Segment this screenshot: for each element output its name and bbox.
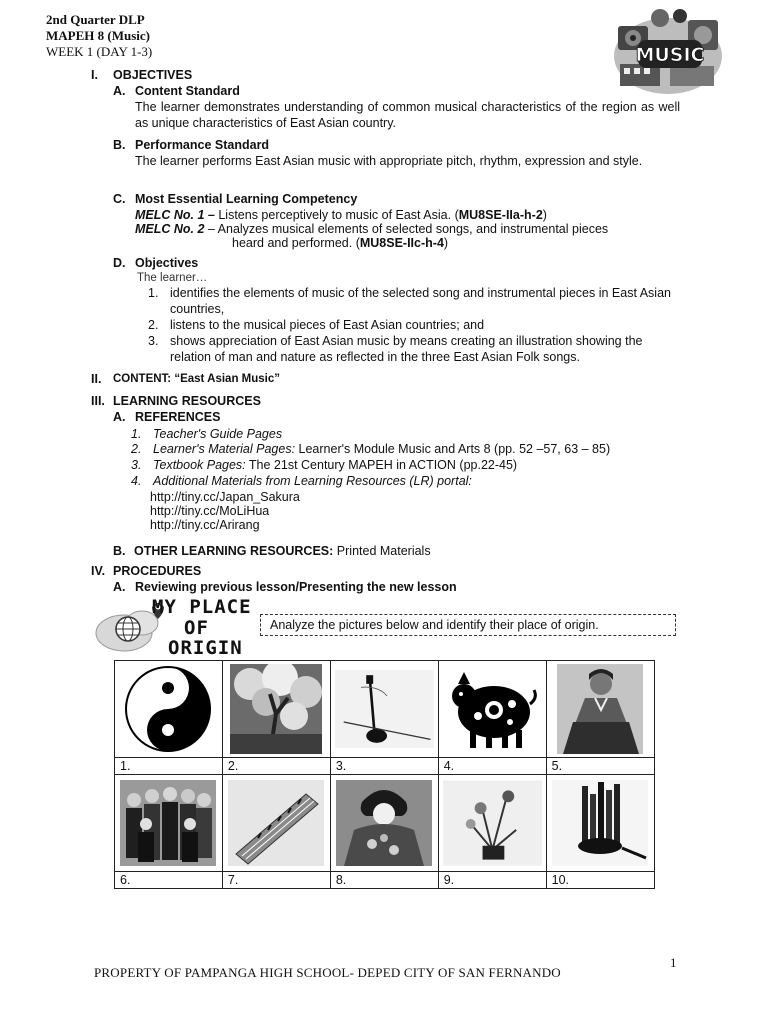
performance-standard-text: The learner performs East Asian music with appropriate pitch, rhythm, expression and style. [135, 154, 643, 168]
picture-cell [546, 775, 654, 872]
answer-cell[interactable]: 10. [546, 872, 654, 889]
activity-title-line1: MY PLACE [152, 596, 252, 618]
reference-label: Learner's Material Pages: [153, 442, 296, 456]
answer-cell[interactable]: 4. [438, 758, 546, 775]
picture-cell [330, 661, 438, 758]
objective-number: 3. [148, 334, 159, 348]
objective-number: 2. [148, 318, 159, 332]
answer-cell[interactable]: 5. [546, 758, 654, 775]
activity-title-line2: OF [184, 617, 209, 639]
section-numeral-iii: III. [91, 394, 105, 408]
performance-standard-letter: B. [113, 138, 126, 152]
section-numeral-iv: IV. [91, 564, 106, 578]
picture-cell [222, 775, 330, 872]
kpop-group-picture [120, 780, 216, 866]
reference-label: Textbook Pages: [153, 458, 246, 472]
melc-2-line2 [232, 235, 448, 251]
my-place-of-origin-banner [94, 597, 254, 659]
objective-number: 1. [148, 286, 159, 300]
references-letter: A. [113, 410, 126, 424]
subject-title: MAPEH 8 (Music) [46, 28, 150, 43]
content-standard-text: The learner demonstrates understanding of common musical characteristics of the region as well as unique characteristics of East Asian country. [135, 100, 680, 130]
reference-value: Learner's Module Music and Arts 8 (pp. 52 –57, 63 – 85) [295, 442, 611, 456]
learner-intro: The learner… [137, 272, 208, 284]
melc-2-text: – Analyzes musical elements of selected songs, and instrumental pieces [204, 222, 609, 236]
content-value: “East Asian Music” [174, 373, 281, 385]
performance-standard-title: Performance Standard [135, 138, 270, 152]
other-resources-letter: B. [113, 544, 126, 558]
answer-cell[interactable]: 2. [222, 758, 330, 775]
objective-item: listens to the musical pieces of East Asian countries; and [170, 318, 485, 332]
hanbok-woman-picture [557, 664, 643, 754]
section-numeral-ii: II. [91, 372, 102, 386]
objective-item: shows appreciation of East Asian music by means creating an illustration showing the relation of man and nature as reflected in the three East Asian Folk songs. [170, 334, 643, 364]
procedure-a-title: Reviewing previous lesson/Presenting the new lesson [135, 580, 457, 594]
cherry-blossom-tree-picture [230, 664, 322, 754]
ikebana-picture [443, 780, 542, 866]
learning-resources-title: LEARNING RESOURCES [113, 394, 261, 408]
procedures-title: PROCEDURES [113, 564, 202, 578]
objectives-d-title: Objectives [135, 256, 199, 270]
melc-2-text2: heard and performed. ( [232, 236, 360, 250]
picture-cell [546, 661, 654, 758]
picture-cell [438, 661, 546, 758]
picture-cell [115, 661, 223, 758]
footer-text: PROPERTY OF PAMPANGA HIGH SCHOOL- DEPED CITY OF SAN FERNANDO [94, 965, 561, 980]
answer-cell[interactable]: 6. [115, 872, 223, 889]
picture-cell [438, 775, 546, 872]
melc-2-code: MU8SE-IIc-h-4 [359, 236, 444, 250]
answer-cell[interactable]: 1. [115, 758, 223, 775]
content-standard-letter: A. [113, 84, 126, 98]
other-resources-title: OTHER LEARNING RESOURCES: [133, 544, 334, 558]
section-objectives-title: OBJECTIVES [113, 68, 193, 82]
answer-cell[interactable]: 8. [330, 872, 438, 889]
resource-link-sakura[interactable]: http://tiny.cc/Japan_Sakura [150, 490, 300, 504]
reference-number: 1. [131, 427, 142, 441]
paper-cut-pig-icon [444, 664, 540, 754]
other-resources-value: Printed Materials [333, 544, 431, 558]
answer-cell[interactable]: 9. [438, 872, 546, 889]
section-numeral-i: I. [91, 68, 98, 82]
week-label: WEEK 1 (DAY 1-3) [46, 44, 153, 59]
reference-number: 4. [131, 474, 142, 488]
picture-cell [115, 775, 223, 872]
answer-cell[interactable]: 3. [330, 758, 438, 775]
instruction-box: Analyze the pictures below and identify their place of origin. [260, 614, 676, 636]
reference-number: 2. [131, 442, 142, 456]
resource-link-arirang[interactable]: http://tiny.cc/Arirang [150, 518, 260, 532]
koto-zither-picture [228, 780, 324, 866]
objective-item: identifies the elements of music of the selected song and instrumental pieces in East Asian countries, [170, 286, 671, 316]
melc-1-code: MU8SE-IIa-h-2 [458, 208, 543, 222]
melc-1-text: Listens perceptively to music of East Asia. ( [214, 208, 459, 222]
objectives-d-letter: D. [113, 256, 126, 270]
content-label: CONTENT: [113, 373, 172, 385]
music-logo-text: MUSIC [635, 44, 705, 66]
activity-title-line3: ORIGIN [168, 637, 243, 659]
reference-item [153, 441, 610, 457]
pictures-table [114, 660, 655, 889]
references-title: REFERENCES [135, 410, 221, 424]
melc-title: Most Essential Learning Competency [135, 192, 358, 206]
reference-label: Additional Materials from Learning Resources (LR) portal: [153, 474, 472, 488]
page-number: 1 [670, 955, 677, 970]
geisha-picture [336, 780, 432, 866]
melc-2-label: MELC No. 2 [135, 222, 205, 236]
reference-number: 3. [131, 458, 142, 472]
melc-2-end: ) [443, 236, 449, 250]
music-logo [610, 6, 725, 98]
reference-item [153, 426, 282, 442]
other-resources [113, 543, 431, 559]
reference-label: Teacher's Guide Pages [153, 427, 283, 441]
resource-link-molihua[interactable]: http://tiny.cc/MoLiHua [150, 504, 270, 518]
reference-value: The 21st Century MAPEH in ACTION (pp.22-45) [245, 458, 518, 472]
melc-1-label: MELC No. 1 – [135, 208, 215, 222]
picture-cell [330, 775, 438, 872]
answer-cell[interactable]: 7. [222, 872, 330, 889]
reference-item [153, 457, 517, 473]
procedure-a-letter: A. [113, 580, 126, 594]
erhu-picture [335, 664, 434, 754]
yin-yang-icon [120, 664, 216, 754]
picture-cell [222, 661, 330, 758]
melc-1-end: ) [542, 208, 547, 222]
content-standard-title: Content Standard [135, 84, 240, 98]
melc-letter: C. [113, 192, 126, 206]
content-line [113, 371, 280, 387]
sheng-instrument-picture [552, 780, 648, 866]
dlp-title: 2nd Quarter DLP [46, 12, 145, 27]
reference-item [153, 473, 472, 489]
